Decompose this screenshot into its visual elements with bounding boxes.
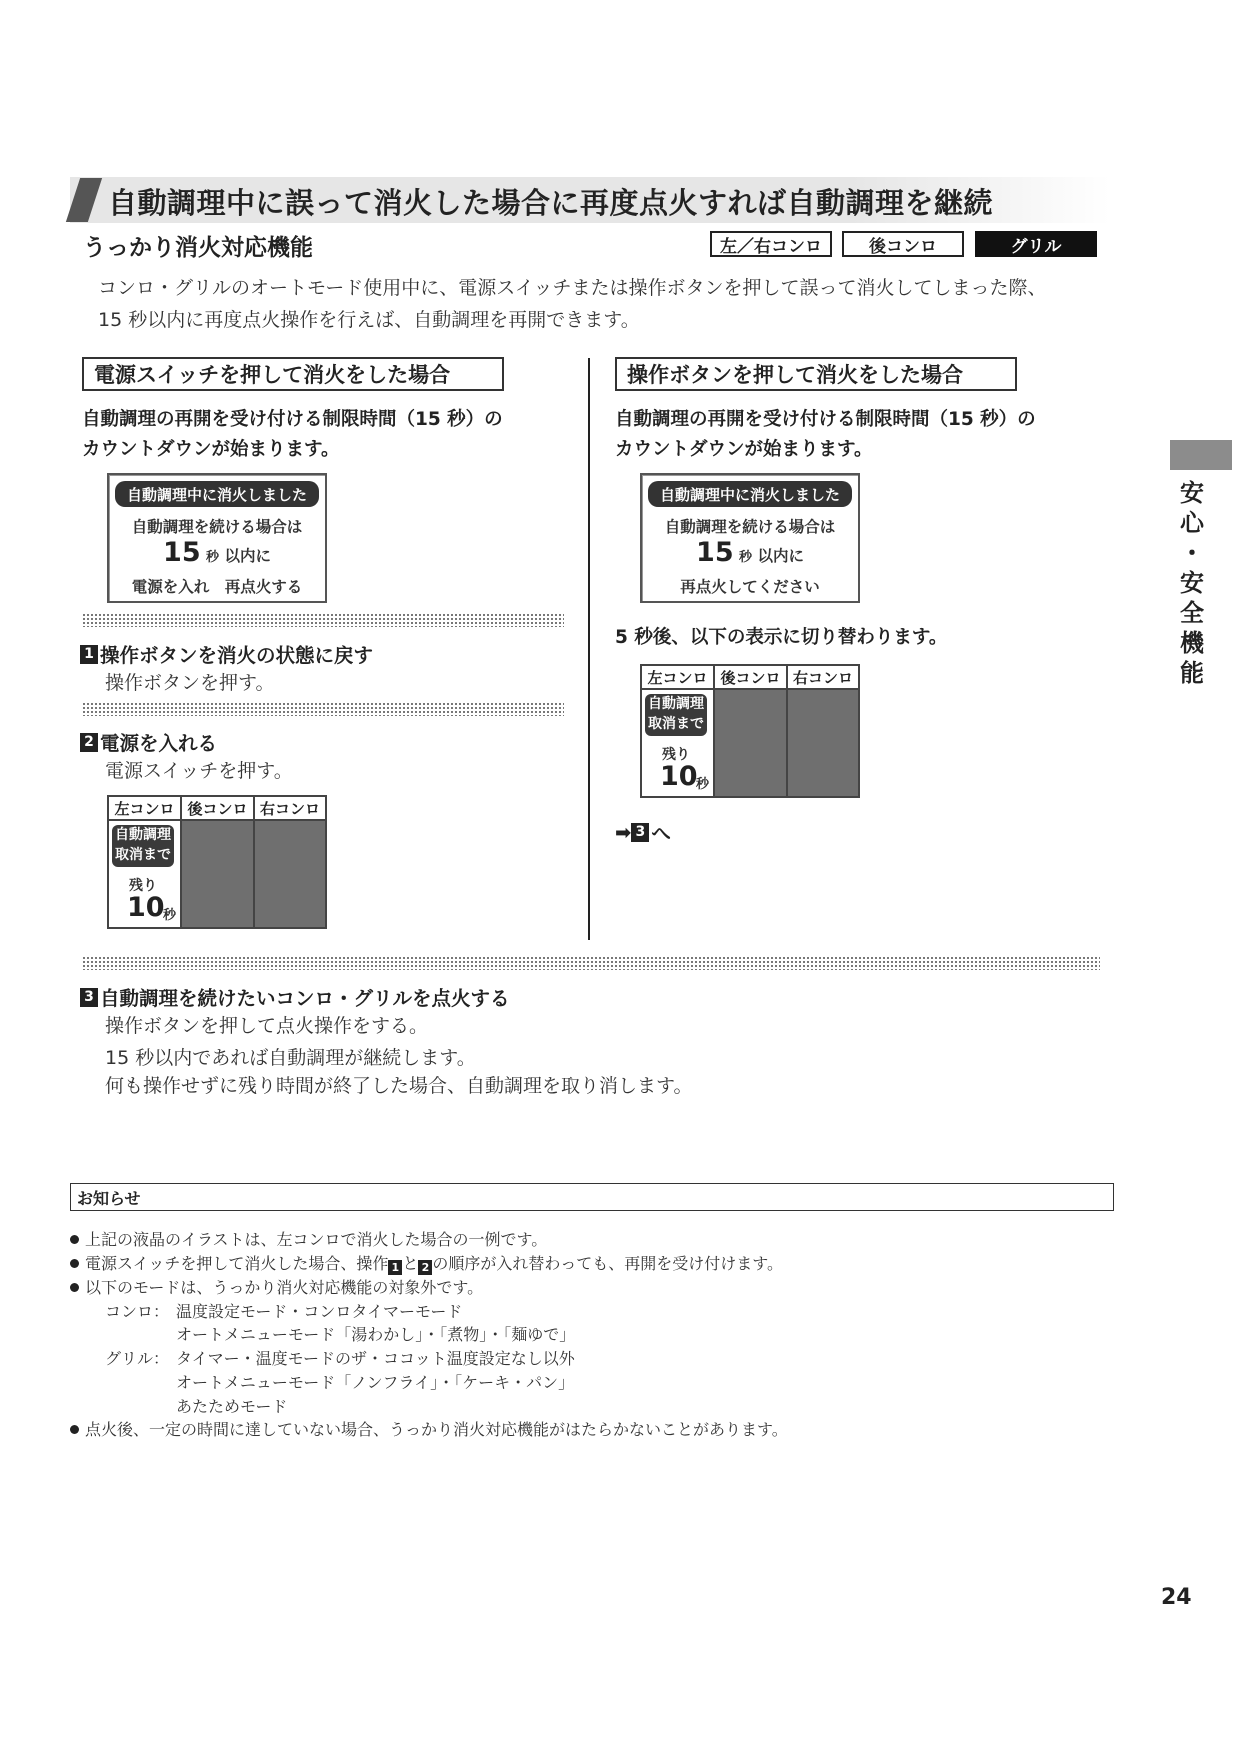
lcd-seconds-unit: 秒 [739, 550, 753, 565]
page-title: 自動調理中に誤って消火した場合に再度点火すれば自動調理を継続 [108, 186, 994, 220]
page-number: 24 [1161, 1585, 1192, 1610]
side-char: 安 [1180, 569, 1204, 597]
lcd-within: 以内に [224, 547, 271, 565]
bullet-icon [70, 1425, 79, 1434]
remaining-seconds: 10 [660, 761, 698, 792]
right-section-heading: 操作ボタンを押して消火をした場合 [615, 357, 1017, 391]
remaining-unit: 秒 [163, 908, 177, 923]
step-2-title: 電源を入れる [100, 732, 218, 755]
side-char: ・ [1180, 539, 1204, 567]
tag-back-burner: 後コンロ [842, 231, 964, 257]
lcd-line-1: 自動調理を続ける場合は [131, 518, 303, 536]
lcd-header: 自動調理中に消火しました [648, 481, 852, 507]
lcd-header: 自動調理中に消火しました [115, 481, 319, 507]
notice-text-2-post: の順序が入れ替わっても、再開を受け付けます。 [432, 1254, 783, 1273]
lcd-line-3: 電源を入れ 再点火する [131, 578, 303, 596]
step-2-text: 電源スイッチを押す。 [105, 760, 293, 782]
notice-text-2-pre: 電源スイッチを押して消火した場合、操作 [85, 1254, 389, 1273]
intro-line-1: コンロ・グリルのオートモード使用中に、電源スイッチまたは操作ボタンを押して誤って消火してしまった際、 [98, 277, 1047, 299]
pill-line-1: 自動調理 [648, 696, 704, 712]
lcd-countdown [642, 537, 858, 568]
bullet-icon [70, 1259, 79, 1268]
step-ref-2: 2 [418, 1260, 432, 1275]
cancel-countdown-pill [112, 825, 174, 867]
grill-mode-1: タイマー・温度モードのザ・ココット温度設定なし以外 [176, 1349, 575, 1368]
lcd-countdown [109, 537, 325, 568]
remaining-label: 残り [662, 747, 690, 763]
step-3-title: 自動調理を続けたいコンロ・グリルを点火する [100, 987, 510, 1010]
step-3-text-2: 15 秒以内であれば自動調理が継続します。 [105, 1047, 476, 1069]
notice-heading: お知らせ [70, 1183, 1114, 1211]
burner-header-back: 後コンロ [182, 797, 253, 821]
column-divider [786, 666, 788, 796]
intro-text [98, 272, 1046, 336]
right-countdown-line-1: 自動調理の再開を受け付ける制限時間（15 秒）の [615, 409, 1036, 430]
step-ref-1: 1 [388, 1260, 402, 1275]
goto-suffix: へ [651, 822, 671, 845]
notice-text-1: 上記の液晶のイラストは、左コンロで消火した場合の一例です。 [85, 1230, 548, 1249]
bullet-icon [70, 1283, 79, 1292]
konro-mode-1: 温度設定モード・コンロタイマーモード [176, 1302, 463, 1321]
right-countdown-line-2: カウントダウンが始まります。 [615, 439, 873, 460]
dotted-separator [82, 702, 564, 716]
left-countdown-line-1: 自動調理の再開を受け付ける制限時間（15 秒）の [82, 409, 503, 430]
right-burner-display [640, 664, 860, 798]
left-burner-display [107, 795, 327, 929]
notice-bullet-3 [70, 1275, 483, 1298]
step-1-text: 操作ボタンを押す。 [105, 672, 275, 694]
goto-step-number: 3 [631, 823, 649, 842]
step-3-number: 3 [80, 988, 98, 1007]
remaining-label: 残り [129, 878, 157, 894]
intro-line-2: 15 秒以内に再度点火操作を行えば、自動調理を再開できます。 [98, 309, 640, 331]
lcd-seconds-number: 15 [696, 537, 734, 568]
notice-bullet-1 [70, 1227, 547, 1250]
side-tab-label [1172, 478, 1212, 688]
konro-label: コンロ： [105, 1302, 170, 1321]
lcd-line-3: 再点火してください [680, 578, 820, 596]
pill-line-2: 取消まで [115, 847, 171, 863]
arrow-right-icon: ➡ [615, 820, 632, 844]
right-lcd-message [640, 473, 860, 603]
side-char: 心 [1180, 509, 1204, 537]
left-lcd-message [107, 473, 327, 603]
side-tab-marker [1170, 440, 1232, 470]
goto-step-3 [615, 818, 671, 846]
step-1-title: 操作ボタンを消火の状態に戻す [100, 644, 374, 667]
left-countdown-text [82, 405, 503, 465]
tag-grill: グリル [975, 231, 1097, 257]
side-char: 機 [1180, 629, 1204, 657]
left-section-heading: 電源スイッチを押して消火をした場合 [82, 357, 504, 391]
side-char: 全 [1180, 599, 1204, 627]
pill-line-2: 取消まで [648, 716, 704, 732]
notice-text-2-mid: と [402, 1254, 419, 1273]
bullet-icon [70, 1235, 79, 1244]
step-3-text-1: 操作ボタンを押して点火操作をする。 [105, 1015, 429, 1037]
lcd-seconds-unit: 秒 [206, 550, 220, 565]
switch-display-text: 5 秒後、以下の表示に切り替わります。 [615, 627, 948, 648]
dotted-separator [82, 613, 564, 627]
back-burner-off-area [715, 690, 786, 796]
feature-subtitle: うっかり消火対応機能 [83, 235, 313, 261]
right-burner-off-area [255, 821, 325, 927]
back-burner-off-area [182, 821, 253, 927]
right-burner-off-area [788, 690, 858, 796]
side-char: 能 [1180, 659, 1204, 687]
grill-mode-2: オートメニューモード「ノンフライ」・「ケーキ・パン」 [176, 1373, 575, 1392]
step-2-number: 2 [80, 733, 98, 752]
tag-left-right-burner: 左／右コンロ [710, 231, 832, 257]
burner-header-right: 右コンロ [255, 797, 325, 821]
step-3-text-3: 何も操作せずに残り時間が終了した場合、自動調理を取り消します。 [105, 1075, 693, 1097]
lcd-within: 以内に [757, 547, 804, 565]
column-divider [713, 666, 715, 796]
step-1-number: 1 [80, 645, 98, 664]
remaining-unit: 秒 [696, 777, 710, 792]
konro-mode-2: オートメニューモード「湯わかし」・「煮物」・「麺ゆで」 [176, 1325, 576, 1344]
column-divider [180, 797, 182, 927]
notice-text-4: 点火後、一定の時間に達していない場合、うっかり消火対応機能がはたらかないことがあります。 [85, 1420, 788, 1439]
step-1-heading [80, 640, 373, 668]
notice-text-3: 以下のモードは、うっかり消火対応機能の対象外です。 [85, 1278, 484, 1297]
notice-bullet-4 [70, 1417, 788, 1440]
column-divider [253, 797, 255, 927]
remaining-seconds: 10 [127, 892, 165, 923]
lcd-seconds-number: 15 [163, 537, 201, 568]
lcd-line-1: 自動調理を続ける場合は [664, 518, 836, 536]
burner-header-left: 左コンロ [642, 666, 713, 690]
column-divider-line [588, 358, 590, 940]
dotted-separator [82, 956, 1100, 970]
burner-header-back: 後コンロ [715, 666, 786, 690]
left-countdown-line-2: カウントダウンが始まります。 [82, 439, 340, 460]
burner-header-left: 左コンロ [109, 797, 180, 821]
cancel-countdown-pill [645, 694, 707, 736]
right-countdown-text [615, 405, 1036, 465]
grill-label: グリル： [105, 1349, 170, 1368]
grill-mode-3: あたためモード [176, 1397, 288, 1416]
burner-header-right: 右コンロ [788, 666, 858, 690]
side-char: 安 [1180, 479, 1204, 507]
notice-bullet-2 [70, 1251, 783, 1275]
step-3-heading [80, 983, 510, 1011]
step-2-heading [80, 728, 217, 756]
pill-line-1: 自動調理 [115, 827, 171, 843]
